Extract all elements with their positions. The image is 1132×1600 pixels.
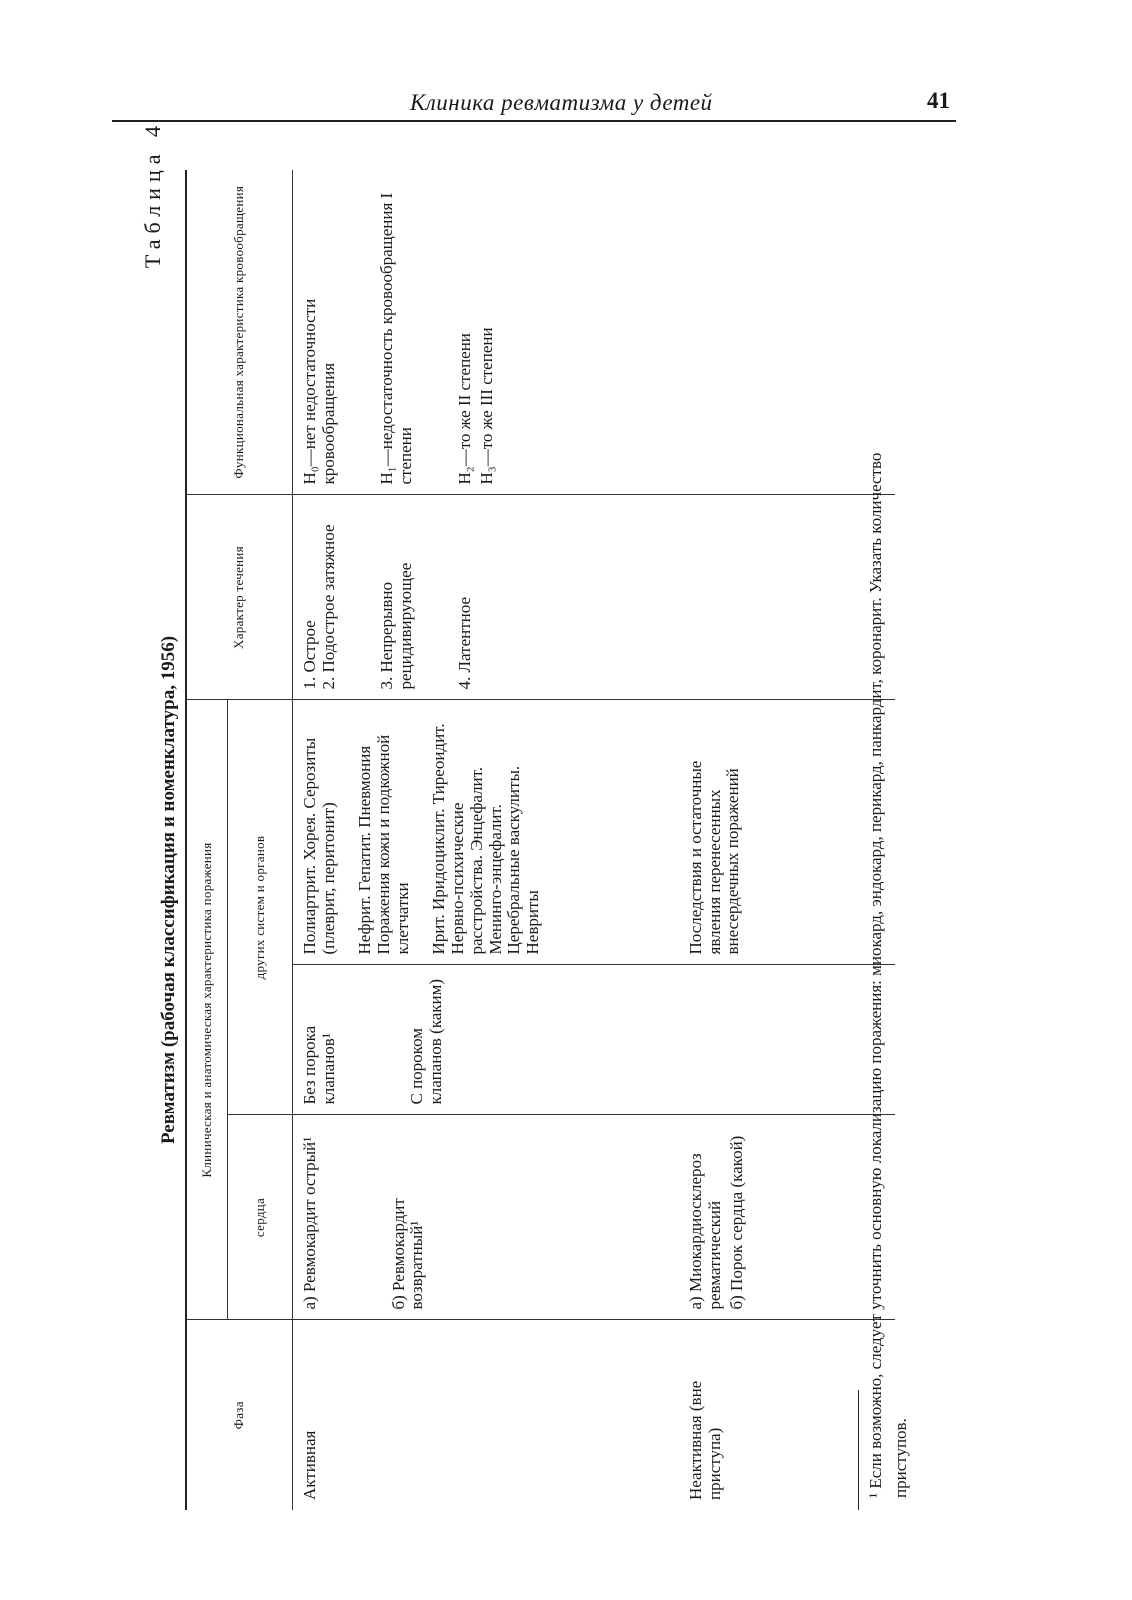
func-h3: Н₃—то же III степени <box>477 327 497 485</box>
table-title: Ревматизм (рабочая классификация и номенклатура, 1956) <box>158 635 179 1145</box>
rotated-table-page <box>140 80 950 1530</box>
heart-active-a: а) Ревмокардит острый¹ <box>300 1136 319 1310</box>
other-cell-inactive: Последствия и остаточные явления перенесенных внесердечных поражений <box>679 700 895 965</box>
valve-cell-active <box>293 965 680 1115</box>
classification-table <box>185 170 895 1510</box>
phase-active: Активная <box>293 1320 680 1510</box>
other-active-2: Нефрит. Гепатит. Пневмония Поражения кожи и подкожной клетчатки <box>355 734 412 955</box>
func-h2: Н₂—то же II степени <box>454 333 474 485</box>
footnote-rule <box>858 1390 859 1510</box>
header-other: других систем и органов <box>228 700 293 1115</box>
other-cell-active <box>293 700 680 965</box>
phase-inactive: Неактивная (вне приступа) <box>679 1320 895 1510</box>
func-h0: Н₀—нет недостаточности кровообращения <box>300 298 338 485</box>
valve-cell-inactive <box>679 965 895 1115</box>
header-heart: сердца <box>228 1115 293 1320</box>
valve-a: Без порока клапанов¹ <box>300 1025 338 1105</box>
other-active-3: Ирит. Иридоциклит. Тиреоидит. Нервно-психические расстройства. Энцефалит. Менинго-энцефалит. Церебральные васкулиты. Невриты <box>429 723 542 955</box>
table-label: Таблица 4 <box>140 120 165 269</box>
heart-active-b: б) Ревмокардит возвратный¹ <box>388 1198 427 1310</box>
header-function: Функциональная характеристика кровообращения <box>186 170 293 495</box>
page-number: 41 <box>927 88 950 113</box>
heart-cell-inactive <box>679 1115 895 1320</box>
footnote: ¹ Если возможно, следует уточнить основную локализацию поражения: миокард, эндокард, перикард, панкардит, коронарит. Указать количество приступов. <box>866 452 910 1498</box>
header-clinical: Клиническая и анатомическая характеристика поражения <box>186 700 228 1320</box>
course-1: 1. Острое <box>300 620 319 690</box>
func-h1: Н₁—недостаточность кровообращения I степени <box>377 192 416 485</box>
course-3: 3. Непрерывно рецидивирующее <box>377 562 416 690</box>
function-cell <box>293 170 896 495</box>
header-phase: Фаза <box>186 1320 293 1510</box>
heart-cell-active <box>293 1115 680 1320</box>
running-title: Клиника ревматизма у детей <box>410 90 713 115</box>
valve-b: С пороком клапанов (каким) <box>407 978 446 1105</box>
heart-inactive-a: а) Миокардиосклероз ревматический <box>686 1153 724 1310</box>
heart-inactive-b: б) Порок сердца (какой) <box>727 1135 747 1310</box>
course-cell <box>293 495 896 700</box>
header-course: Характер течения <box>186 495 293 700</box>
table-row-active <box>293 170 680 1510</box>
course-4: 4. Латентное <box>454 597 474 690</box>
course-2: 2. Подострое затяжное <box>318 524 338 690</box>
other-active-1: Полиартрит. Хорея. Серозиты (плеврит, перитонит) <box>300 737 338 955</box>
